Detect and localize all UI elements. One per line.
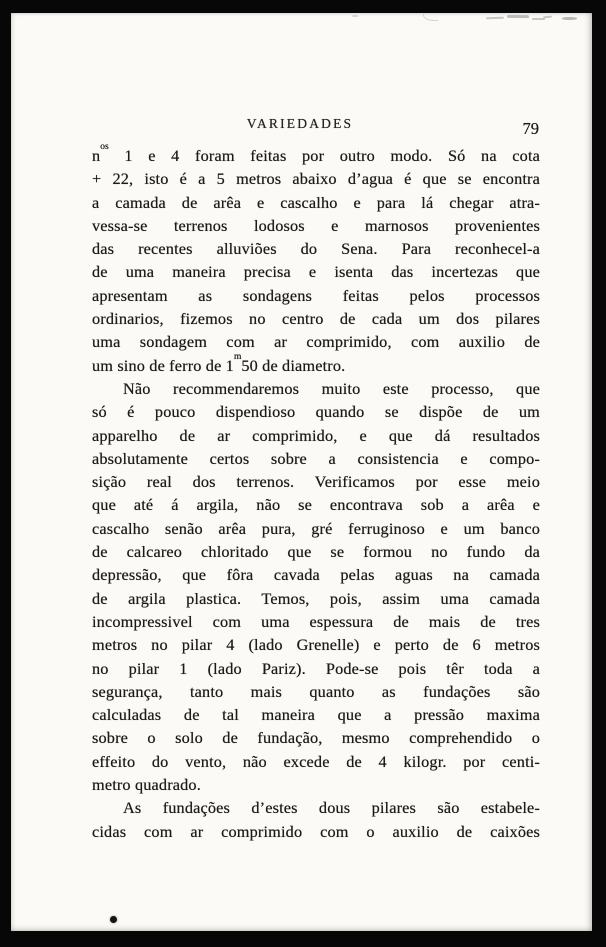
text-line [92, 657, 540, 680]
pencil-smudge [543, 16, 552, 19]
text-segment: vessa-se terrenos lodosos e marnosos provenientes [92, 215, 540, 235]
text-segment: metro quadrado. [92, 775, 201, 795]
text-line [92, 773, 540, 796]
text-segment: calculadas de tal maneira que a pressão maxima [92, 705, 540, 725]
pencil-smudge [507, 15, 529, 18]
text-segment: um sino de ferro de 1 [92, 355, 234, 375]
text-segment: effeito do vento, não excede de 4 kilogr. por centi- [92, 751, 540, 771]
text-line [92, 493, 540, 516]
text-line [92, 563, 540, 586]
text-line [92, 517, 540, 540]
text-line [92, 144, 540, 167]
text-line [92, 820, 540, 843]
text-line [92, 354, 540, 377]
superscript: os [100, 144, 109, 153]
text-segment: cidas com ar comprimido com o auxilio de caixões [92, 821, 540, 841]
text-segment: das recentes alluviões do Sena. Para reconhecel-a [92, 239, 540, 259]
page-number: 79 [522, 119, 539, 138]
text-line [92, 540, 540, 563]
text-segment: sobre o solo de fundação, mesmo comprehendido o [92, 728, 540, 748]
text-line [92, 633, 540, 656]
text-segment: As fundações d’estes dous pilares são estabele- [123, 798, 540, 818]
text-line [92, 424, 540, 447]
text-segment: de uma maneira precisa e isenta das incertezas que [92, 262, 540, 282]
text-segment: no pilar 1 (lado Pariz). Pode-se pois têr toda a [92, 658, 540, 678]
text-line [92, 237, 540, 260]
text-segment: segurança, tanto mais quanto as fundações são [92, 681, 540, 701]
text-segment: absolutamente certos sobre a consistencia e compo- [92, 448, 540, 468]
text-line [92, 726, 540, 749]
text-line [92, 680, 540, 703]
text-line [92, 330, 540, 353]
text-segment: apparelho de ar comprimido, e que dá resultados [92, 425, 540, 445]
text-segment: + 22, isto é a 5 metros abaixo d’agua é que se encontra [92, 169, 540, 189]
text-segment: sição real dos terrenos. Verificamos por esse meio [92, 472, 540, 492]
text-line [92, 284, 540, 307]
text-segment: a camada de arêa e cascalho e para lá chegar atra- [92, 192, 540, 212]
text-segment: Não recommendaremos muito este processo, que [123, 378, 540, 398]
pencil-smudge [423, 14, 438, 21]
text-line [92, 307, 540, 330]
text-segment: depressão, que fôra cavada pelas aguas na camada [92, 565, 540, 585]
text-segment: ordinarios, fizemos no centro de cada um dos pilares [92, 309, 540, 329]
section-title: VARIEDADES [246, 116, 354, 131]
ink-dot [110, 916, 117, 923]
text-segment: 1 e 4 foram feitas por outro modo. Só na cota [108, 146, 540, 165]
text-segment: de argila plastica. Temos, pois, assim uma camada [92, 588, 540, 608]
text-line [92, 610, 540, 633]
text-line [92, 703, 540, 726]
text-line [92, 260, 540, 283]
text-line [92, 214, 540, 237]
text-line [92, 167, 540, 190]
pencil-smudge [562, 17, 577, 20]
text-segment: incompressivel com uma espessura de mais de tres [92, 611, 540, 631]
text-line [92, 470, 540, 493]
text-line [92, 400, 540, 423]
text-segment: uma sondagem com ar comprimido, com auxilio de [92, 332, 540, 352]
text-line [92, 587, 540, 610]
text-line [92, 377, 540, 400]
text-segment: metros no pilar 4 (lado Grenelle) e perto de 6 metros [92, 635, 540, 655]
text-segment: só é pouco dispendioso quando se dispõe de um [92, 402, 540, 422]
text-segment: que até á argila, não se encontrava sob a arêa e [92, 495, 540, 515]
text-line [92, 191, 540, 214]
text-segment: de calcareo chloritado que se formou no fundo da [92, 542, 540, 562]
text-line [92, 447, 540, 470]
text-segment: apresentam as sondagens feitas pelos processos [92, 285, 540, 305]
pencil-smudge [352, 15, 358, 17]
body-text [92, 144, 540, 843]
superscript: m [233, 353, 242, 362]
text-segment: cascalho senão arêa pura, gré ferruginoso e um banco [92, 518, 540, 538]
text-segment: 50 de diametro. [241, 355, 346, 375]
running-head [92, 116, 540, 146]
book-page [11, 13, 592, 931]
text-line [92, 750, 540, 773]
text-line [92, 796, 540, 819]
pencil-smudge [486, 17, 504, 20]
text-segment: n [92, 146, 101, 165]
